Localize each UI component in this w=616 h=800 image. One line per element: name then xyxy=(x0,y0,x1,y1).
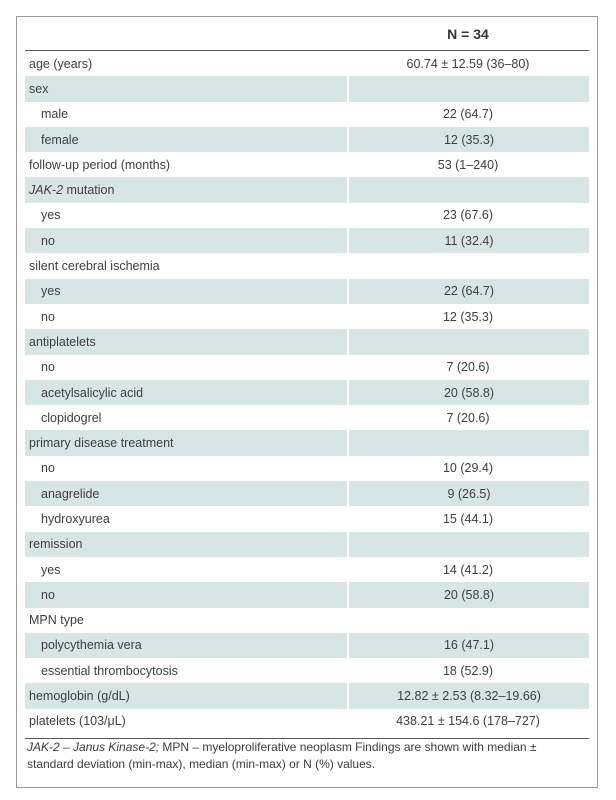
column-header-n: N = 34 xyxy=(447,26,489,42)
row-value: 14 (41.2) xyxy=(442,562,494,577)
row-label: MPN type xyxy=(29,613,84,628)
row-value: 7 (20.6) xyxy=(446,360,490,375)
table-row xyxy=(25,456,589,481)
row-label: no xyxy=(41,461,55,476)
row-label: primary disease treatment xyxy=(29,436,174,451)
row-label xyxy=(25,183,347,197)
row-label-italic: JAK-2 xyxy=(29,183,64,198)
row-value: 438.21 ± 154.6 (178–727) xyxy=(396,714,540,729)
row-value: 60.74 ± 12.59 (36–80) xyxy=(406,56,530,71)
row-label: silent cerebral ischemia xyxy=(29,259,160,274)
row-value: 7 (20.6) xyxy=(446,410,490,425)
row-value: 16 (47.1) xyxy=(347,633,589,658)
table-row xyxy=(25,532,589,557)
row-label: male xyxy=(41,107,69,122)
row-value xyxy=(347,253,589,278)
row-label: hydroxyurea xyxy=(41,511,110,526)
table-row xyxy=(25,253,589,278)
footnote-text: MPN – myeloproliferative neoplasm Findings are shown with median ± standard deviation (min-max), median (min-max) or N (%) values. xyxy=(27,740,537,771)
row-label-text: mutation xyxy=(63,183,115,198)
row-value: 20 (58.8) xyxy=(347,380,589,405)
table-row xyxy=(25,228,589,253)
table-row xyxy=(25,76,589,101)
row-label: female xyxy=(41,132,79,147)
row-value: 22 (64.7) xyxy=(347,279,589,304)
table-row xyxy=(25,405,589,430)
footnote-abbreviation: JAK-2 – Janus Kinase-2; xyxy=(27,740,160,754)
table-header xyxy=(25,18,589,50)
table-row xyxy=(25,582,589,607)
table-row xyxy=(25,608,589,633)
row-label: platelets (103/μL) xyxy=(29,714,126,729)
table-row xyxy=(25,203,589,228)
table-row xyxy=(25,683,589,708)
row-value: 23 (67.6) xyxy=(442,208,494,223)
table-row xyxy=(25,506,589,531)
row-value xyxy=(347,177,589,202)
row-label: no xyxy=(41,233,55,248)
row-label: antiplatelets xyxy=(29,334,96,349)
row-value: 18 (52.9) xyxy=(442,663,494,678)
table-row xyxy=(25,633,589,658)
table-row xyxy=(25,481,589,506)
row-label: age (years) xyxy=(29,56,93,71)
table-row xyxy=(25,658,589,683)
row-value: 10 (29.4) xyxy=(442,461,494,476)
row-label: essential thrombocytosis xyxy=(41,663,178,678)
table-row xyxy=(25,152,589,177)
row-label: yes xyxy=(41,208,61,223)
row-label: sex xyxy=(29,81,49,96)
row-label: follow-up period (months) xyxy=(29,157,171,172)
row-value: 15 (44.1) xyxy=(442,511,494,526)
table-row xyxy=(25,380,589,405)
table-row xyxy=(25,127,589,152)
row-label: anagrelide xyxy=(41,486,100,501)
row-value: 22 (64.7) xyxy=(442,107,494,122)
row-label: acetylsalicylic acid xyxy=(41,385,144,400)
row-value: 12.82 ± 2.53 (8.32–19.66) xyxy=(347,683,589,708)
row-label: no xyxy=(41,360,55,375)
row-value xyxy=(347,532,589,557)
table-row xyxy=(25,177,589,202)
row-value: 11 (32.4) xyxy=(347,228,589,253)
table-row xyxy=(25,329,589,354)
table-row xyxy=(25,279,589,304)
row-value: 53 (1–240) xyxy=(437,157,499,172)
characteristics-table xyxy=(16,16,598,788)
table-row xyxy=(25,51,589,76)
row-value xyxy=(347,430,589,455)
row-label: polycythemia vera xyxy=(41,638,142,653)
row-label: clopidogrel xyxy=(41,410,102,425)
row-value xyxy=(347,76,589,101)
table-row xyxy=(25,102,589,127)
row-value xyxy=(347,608,589,633)
row-value: 20 (58.8) xyxy=(347,582,589,607)
table-body xyxy=(25,51,589,734)
row-label: hemoglobin (g/dL) xyxy=(29,689,130,704)
table-row xyxy=(25,430,589,455)
table-row xyxy=(25,557,589,582)
table-row xyxy=(25,304,589,329)
table-footnote xyxy=(27,739,585,773)
table-row xyxy=(25,355,589,380)
row-label: yes xyxy=(41,284,61,299)
row-value: 12 (35.3) xyxy=(347,127,589,152)
row-label: no xyxy=(41,587,55,602)
row-value xyxy=(347,329,589,354)
table-row xyxy=(25,709,589,734)
row-label: remission xyxy=(29,537,83,552)
row-value: 9 (26.5) xyxy=(347,481,589,506)
row-value: 12 (35.3) xyxy=(442,309,494,324)
row-label: no xyxy=(41,309,55,324)
row-label: yes xyxy=(41,562,61,577)
